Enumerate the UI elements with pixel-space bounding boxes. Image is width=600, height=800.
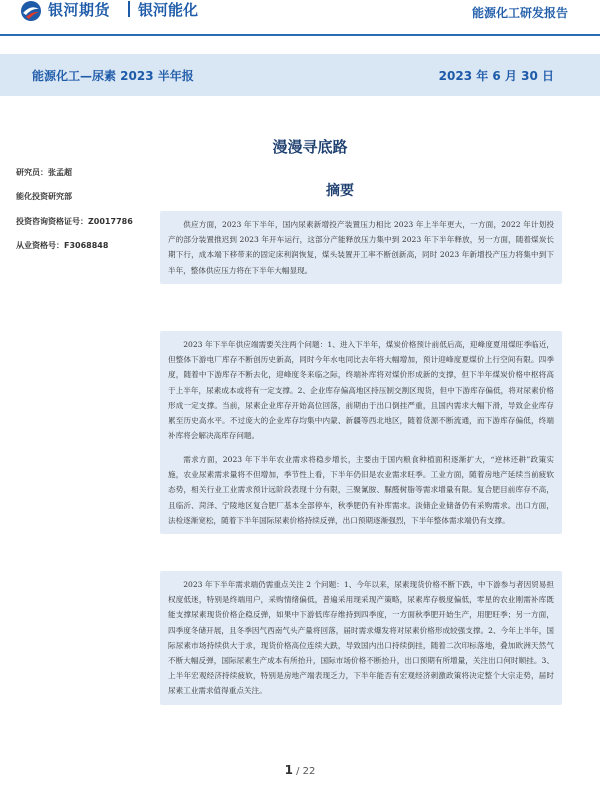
header-divider	[0, 34, 600, 36]
galaxy-logo-icon	[20, 0, 42, 22]
title-band	[0, 54, 600, 96]
report-title: 能源化工—尿素 2023 半年报	[32, 69, 194, 83]
paragraph: 需求方面，2023 年下半年农业需求将稳步增长，主要由于国内粮食种植面积逐渐扩大，“逆林还耕”政策实施，农业尿素需求量将不但增加，季节性上看，下半年仍旧是农业需求旺季。工业方面，随着房地产延续当前疲软态势，相关行业工业需求预计远阶段表现十分有限，三聚氰胺、脲醛树脂等需求增量有限。复合肥目前库存不高，且临沂、菏泽、宁陵地区复合肥厂基本全部停车，秋季肥仍有补库需求。淡储企业储备仍有采购需求。出口方面，法检逐渐宽松，随着下半年国际尿素价格持续反弹，出口预期逐渐强烈，下半年整体需求端仍有支撑。	[168, 455, 554, 525]
abstract-section-demand-issues	[160, 571, 562, 705]
abstract-section-demand	[160, 446, 562, 534]
report-date: 2023 年 6 月 30 日	[438, 69, 554, 83]
paragraph: 2023 年下半年需求端仍需重点关注 2 个问题：1、今年以来，尿素现货价格不断下跌，中下游参与者因贸易担权度低迷，特别是终端用户，采购情绪偏低，普遍采用现采现产策略，尿素库存极度偏低，零星的农业刚需补库既能支撑尿素现货价格企稳反弹，如果中下游低库存维持到四季度，一方面秋季肥开始生产，用肥旺季；另一方面，四季度冬储开展，且冬季因气西南气头产量将回落，届时需求爆发将对尿素价格形成较强支撑。2、今年上半年，国际尿素市场持续供大于求，现货价格高位连续大跌，导致国内出口持续倒挂，随着二次印标落地，叠加欧洲天然气不断大幅反弹，国际尿素生产成本有所抬升，国际市场价格不断抬升，出口预期有所增量，关注出口何时顺挂。3、上半年宏观经济持续疲软，特别是房地产端表现乏力，下半年能否有宏观经济刺激政策将决定整个大宗走势，届时尿素工业需求值得重点关注。	[168, 580, 554, 696]
researcher-name: 研究员：张孟超	[16, 168, 72, 177]
page-number	[285, 763, 316, 777]
abstract-heading: 摘要	[326, 183, 354, 199]
cert-number: 投资咨询资格证号：Z0017786	[16, 216, 133, 226]
paragraph: 2023 年下半年供应端需要关注两个问题：1、进入下半年，煤炭价格预计前低后高，迎峰度夏用煤旺季临近，但整体下游电厂库存不断创历史新高，同时今年水电同比去年将大幅增加，预计迎峰度夏煤价上行空间有限。四季度，随着中下游库存不断去化，迎峰度冬来临之际，终端补库将对煤价形成新的支撑，但下半年煤炭价格中枢将高于上半年，尿素成本或将有一定支撑。2、企业库存偏高地区持压制交割区现货，但中下游库存偏低，将对尿素价格形成一定支撑。当前，尿素企业库存开始高位回落，前期由于出口倒挂严重，且国内需求大幅下滑，导致企业库存累至历史高水平。不过庞大的企业库存均集中内蒙、新疆等西北地区，随着货源不断流通，而下游库存偏低，终端补库将会解决高库存问题。	[168, 340, 554, 441]
institute-name: 能化投资研究部	[16, 192, 72, 202]
author-sidebar	[16, 168, 138, 266]
brand-primary: 银河期货	[48, 1, 111, 19]
license-number: 从业资格号：F3068848	[16, 241, 109, 251]
abstract-section-supply-issues	[160, 331, 562, 449]
abstract-section-supply	[160, 211, 562, 284]
page-title: 漫漫寻底路	[272, 138, 348, 156]
page-header	[0, 0, 600, 40]
page-total: / 22	[296, 766, 316, 777]
report-type: 能源化工研发报告	[471, 6, 568, 20]
brand-secondary: 银河能化	[138, 1, 199, 19]
brand-separator	[128, 1, 130, 17]
page-current: 1	[284, 763, 293, 777]
paragraph: 供应方面，2023 年下半年，国内尿素新增投产装置压力相比 2023 年上半年更大，一方面，2022 年计划投产的部分装置推迟到 2023 年开车运行，这部分产能释放压力集中到 2023 年下半年释放，另一方面，随着煤炭长期下行，成本端下移带来的固定床利润恢复，煤头装置开工率不断创新高，同时 2023 年新增投产压力将集中到下半年，整体供应压力将在下半年大幅显现。	[168, 220, 554, 275]
